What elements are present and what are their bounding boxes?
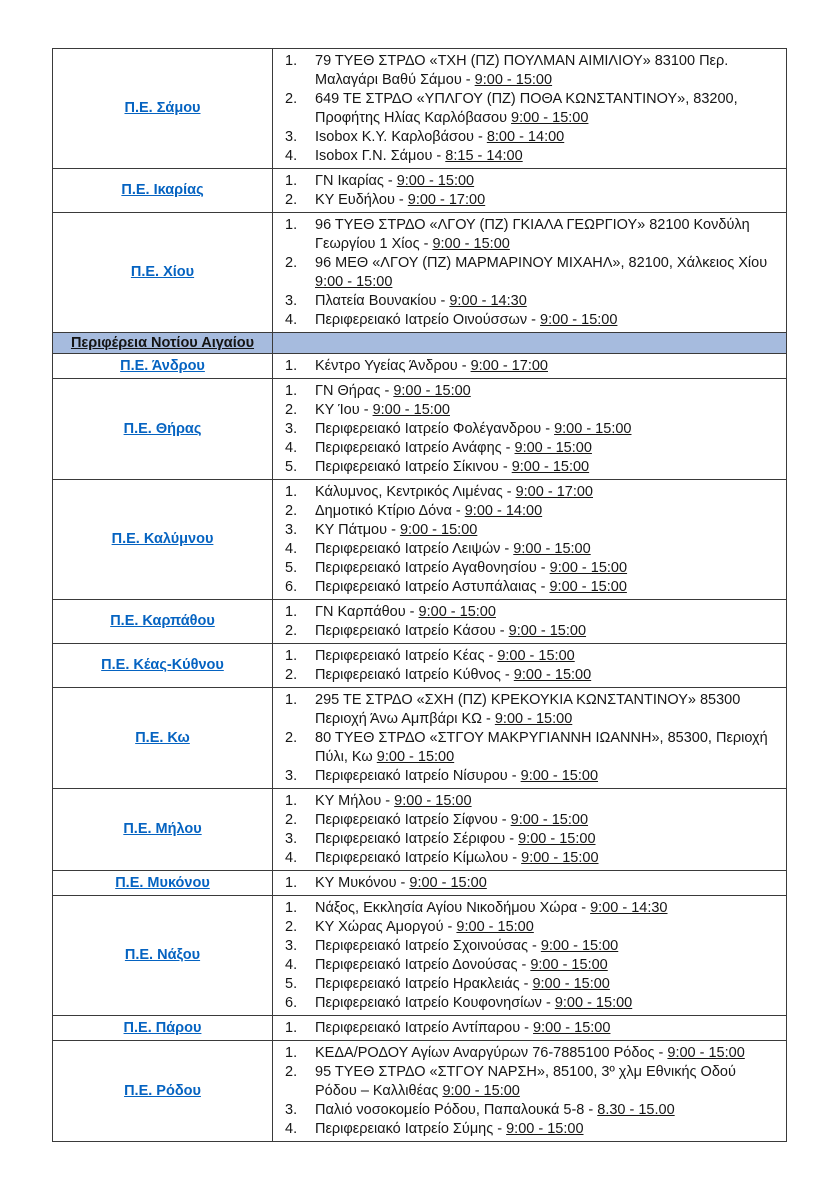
item-number: 3.	[285, 1101, 298, 1118]
item-number: 1.	[285, 603, 298, 620]
item-location: Πλατεία Βουνακίου -	[315, 292, 450, 309]
list-item	[285, 622, 778, 641]
item-number: 4.	[285, 147, 298, 164]
item-time: 9:00 - 15:00	[554, 994, 633, 1011]
item-location: Περιφερειακό Ιατρείο Ανάφης -	[315, 439, 515, 456]
item-location: ΚΥ Μυκόνου -	[315, 874, 410, 891]
item-text	[315, 874, 778, 893]
list-item	[285, 1019, 778, 1038]
list-item	[285, 767, 778, 786]
item-location: Κάλυμνος, Κεντρικός Λιμένας -	[315, 483, 516, 500]
item-text	[315, 52, 778, 90]
item-location: 80 ΤΥΕΘ ΣΤΡΔΟ «ΣΤΓΟΥ ΜΑΚΡΥΓΙΑΝΝΗ ΙΩΑΝΝΗ», 85300, Περιοχή Πύλι, Κω	[315, 729, 768, 765]
region-items-cell	[273, 213, 787, 333]
list-item	[285, 382, 778, 401]
item-number: 1.	[285, 382, 298, 399]
item-number: 2.	[285, 622, 298, 639]
item-number: 3.	[285, 767, 298, 784]
item-time: 9:00 - 15:00	[549, 578, 627, 595]
item-text	[315, 1101, 778, 1120]
item-text	[315, 1019, 778, 1038]
item-number: 4.	[285, 311, 298, 328]
item-text	[315, 559, 778, 578]
list-item	[285, 439, 778, 458]
table-row	[53, 688, 787, 789]
list-item	[285, 1101, 778, 1120]
item-time: 9:00 - 17:00	[407, 191, 486, 208]
item-time: 9:00 - 15:00	[474, 71, 553, 88]
table-row	[53, 600, 787, 644]
item-number: 5.	[285, 559, 298, 576]
item-time: 9:00 - 15:00	[494, 710, 573, 727]
item-location: Κέντρο Υγείας Άνδρου -	[315, 357, 471, 374]
item-time: 9:00 - 15:00	[399, 521, 478, 538]
item-time: 9:00 - 14:00	[464, 502, 543, 519]
table-row	[53, 169, 787, 213]
item-location: Περιφερειακό Ιατρείο Δονούσας -	[315, 956, 531, 973]
item-text	[315, 975, 778, 994]
region-link[interactable]: Π.Ε. Σάμου	[124, 100, 201, 116]
item-location: Περιφερειακό Ιατρείο Λειψών -	[315, 540, 514, 557]
item-number: 3.	[285, 830, 298, 847]
item-number: 2.	[285, 1063, 298, 1080]
item-number: 1.	[285, 874, 298, 891]
item-time: 9:00 - 15:00	[554, 420, 632, 437]
item-time: 9:00 - 15:00	[540, 937, 619, 954]
item-text	[315, 603, 778, 622]
list-item	[285, 292, 778, 311]
item-location: Περιφερειακό Ιατρείο Σχοινούσας -	[315, 937, 541, 954]
table-row	[53, 871, 787, 896]
item-location: Περιφερειακό Ιατρείο Κουφονησίων -	[315, 994, 555, 1011]
list-item	[285, 191, 778, 210]
table-row	[53, 896, 787, 1016]
item-text	[315, 292, 778, 311]
item-text	[315, 729, 778, 767]
item-time: 9:00 - 15:00	[456, 918, 534, 935]
item-text	[315, 578, 778, 597]
item-text	[315, 647, 778, 666]
item-number: 2.	[285, 502, 298, 519]
item-location: 96 ΜΕΘ «ΛΓΟΥ (ΠΖ) ΜΑΡΜΑΡΙΝΟΥ ΜΙΧΑΗΛ», 82100, Χάλκειος Χίου	[315, 254, 768, 271]
region-items-cell	[273, 600, 787, 644]
item-text	[315, 502, 778, 521]
item-number: 4.	[285, 956, 298, 973]
item-location: Νάξος, Εκκλησία Αγίου Νικοδήμου Χώρα -	[315, 899, 591, 916]
item-time: 9:00 - 15:00	[442, 1082, 520, 1099]
item-location: Isobox Κ.Υ. Καρλοβάσου -	[315, 128, 487, 145]
item-location: Παλιό νοσοκομείο Ρόδου, Παπαλουκά 5-8 -	[315, 1101, 598, 1118]
table-row	[53, 1016, 787, 1041]
region-label-cell	[53, 169, 273, 213]
item-location: Δημοτικό Κτίριο Δόνα -	[315, 502, 465, 519]
section-label-cell	[53, 333, 273, 354]
item-text	[315, 382, 778, 401]
item-location: Περιφερειακό Ιατρείο Αντίπαρου -	[315, 1019, 534, 1036]
list-item	[285, 849, 778, 868]
item-location: ΚΥ Ευδήλου -	[315, 191, 408, 208]
list-item	[285, 357, 778, 376]
item-text	[315, 401, 778, 420]
table-row	[53, 354, 787, 379]
item-location: Περιφερειακό Ιατρείο Οινούσσων -	[315, 311, 541, 328]
item-number: 6.	[285, 994, 298, 1011]
list-item	[285, 311, 778, 330]
region-label-cell	[53, 600, 273, 644]
item-location: ΚΥ Πάτμου -	[315, 521, 400, 538]
list-item	[285, 90, 778, 128]
item-time: 8.30 - 15.00	[597, 1101, 675, 1118]
region-link[interactable]: Π.Ε. Καλύμνου	[111, 531, 214, 547]
item-location: 95 ΤΥΕΘ ΣΤΡΔΟ «ΣΤΓΟΥ ΝΑΡΣΗ», 85100, 3º χλμ Εθνικής Οδού Ρόδου – Καλλιθέας	[315, 1063, 736, 1099]
region-label-cell	[53, 354, 273, 379]
list-item	[285, 172, 778, 191]
item-location: 295 ΤΕ ΣΤΡΔΟ «ΣΧΗ (ΠΖ) ΚΡΕΚΟΥΚΙΑ ΚΩΝΣΤΑΝΤΙΝΟΥ» 85300 Περιοχή Άνω Αμπβάρι ΚΩ -	[315, 691, 741, 727]
item-text	[315, 1044, 778, 1063]
item-text	[315, 1063, 778, 1101]
item-number: 1.	[285, 483, 298, 500]
region-link[interactable]: Π.Ε. Μυκόνου	[115, 874, 210, 891]
item-number: 2.	[285, 666, 298, 683]
region-label-cell	[53, 896, 273, 1016]
item-location: Περιφερειακό Ιατρείο Σίφνου -	[315, 811, 511, 828]
item-text	[315, 216, 778, 254]
list-item	[285, 216, 778, 254]
region-items-cell	[273, 871, 787, 896]
item-text	[315, 439, 778, 458]
item-text	[315, 128, 778, 147]
item-text	[315, 191, 778, 210]
item-time: 8:00 - 14:00	[486, 128, 565, 145]
item-number: 4.	[285, 540, 298, 557]
item-number: 4.	[285, 849, 298, 866]
list-item	[285, 1044, 778, 1063]
region-items-cell	[273, 644, 787, 688]
list-item	[285, 956, 778, 975]
item-location: Περιφερειακό Ιατρείο Αστυπάλαιας -	[315, 578, 550, 595]
item-text	[315, 622, 778, 641]
item-time: 9:00 - 14:30	[449, 292, 527, 309]
list-item	[285, 792, 778, 811]
item-time: 8:15 - 14:00	[445, 147, 523, 164]
item-text	[315, 849, 778, 868]
item-number: 1.	[285, 1044, 298, 1061]
list-item	[285, 1063, 778, 1101]
item-number: 1.	[285, 691, 298, 708]
item-location: Isobox Γ.Ν. Σάμου -	[315, 147, 446, 164]
region-label-cell	[53, 789, 273, 871]
list-item	[285, 994, 778, 1013]
list-item	[285, 540, 778, 559]
region-label-cell	[53, 1016, 273, 1041]
item-location: ΚΥ Μήλου -	[315, 792, 395, 809]
list-item	[285, 830, 778, 849]
item-number: 2.	[285, 918, 298, 935]
item-number: 2.	[285, 90, 298, 107]
list-item	[285, 254, 778, 292]
list-item	[285, 918, 778, 937]
list-item	[285, 729, 778, 767]
region-link[interactable]: Π.Ε. Χίου	[130, 264, 195, 280]
item-text	[315, 899, 778, 918]
item-location: ΓΝ Θήρας -	[315, 382, 394, 399]
list-item	[285, 483, 778, 502]
region-items-cell	[273, 896, 787, 1016]
item-number: 2.	[285, 401, 298, 418]
list-item	[285, 937, 778, 956]
item-text	[315, 147, 778, 166]
item-location: Περιφερειακό Ιατρείο Σίκινου -	[315, 458, 512, 475]
list-item	[285, 603, 778, 622]
list-item	[285, 666, 778, 685]
list-item	[285, 647, 778, 666]
region-label-cell	[53, 871, 273, 896]
region-label-cell	[53, 644, 273, 688]
item-text	[315, 1120, 778, 1139]
item-time: 9:00 - 15:00	[376, 748, 455, 765]
item-number: 3.	[285, 420, 298, 437]
table-row	[53, 379, 787, 480]
region-label-cell	[53, 379, 273, 480]
item-number: 6.	[285, 578, 298, 595]
item-text	[315, 994, 778, 1013]
table-body	[53, 49, 787, 1142]
item-number: 1.	[285, 216, 298, 233]
region-items-cell	[273, 169, 787, 213]
list-item	[285, 521, 778, 540]
region-items-cell	[273, 1041, 787, 1142]
item-time: 9:00 - 15:00	[510, 811, 589, 828]
item-number: 3.	[285, 521, 298, 538]
section-header-row	[53, 333, 787, 354]
list-item	[285, 811, 778, 830]
item-text	[315, 458, 778, 477]
table-row	[53, 213, 787, 333]
item-number: 5.	[285, 975, 298, 992]
item-time: 9:00 - 15:00	[506, 1120, 584, 1137]
item-number: 4.	[285, 1120, 298, 1137]
item-text	[315, 666, 778, 685]
item-location: Περιφερειακό Ιατρείο Κάσου -	[315, 622, 509, 639]
item-number: 2.	[285, 811, 298, 828]
item-time: 9:00 - 15:00	[530, 956, 608, 973]
region-label-cell	[53, 213, 273, 333]
region-items-cell	[273, 480, 787, 600]
item-location: Περιφερειακό Ιατρείο Φολέγανδρου -	[315, 420, 555, 437]
region-link[interactable]: Π.Ε. Καρπάθου	[110, 613, 215, 629]
region-link[interactable]: Π.Ε. Θήρας	[123, 420, 202, 437]
list-item	[285, 128, 778, 147]
table-row	[53, 789, 787, 871]
region-label-cell	[53, 688, 273, 789]
item-number: 2.	[285, 729, 298, 746]
item-time: 9:00 - 15:00	[315, 273, 393, 290]
item-time: 9:00 - 15:00	[394, 792, 472, 809]
table-row	[53, 1041, 787, 1142]
item-text	[315, 811, 778, 830]
item-location: Περιφερειακό Ιατρείο Σέριφου -	[315, 830, 519, 847]
item-number: 1.	[285, 647, 298, 664]
item-text	[315, 918, 778, 937]
list-item	[285, 420, 778, 439]
region-label-cell	[53, 49, 273, 169]
item-text	[315, 792, 778, 811]
item-number: 1.	[285, 52, 298, 69]
item-text	[315, 357, 778, 376]
item-location: ΚΕΔΑ/ΡΟΔΟΥ Αγίων Αναργύρων 76-7885100 Ρόδος -	[315, 1044, 668, 1061]
item-text	[315, 830, 778, 849]
item-time: 9:00 - 15:00	[497, 647, 575, 664]
item-time: 9:00 - 15:00	[508, 622, 587, 639]
item-number: 3.	[285, 292, 298, 309]
item-location: Περιφερειακό Ιατρείο Κίμωλου -	[315, 849, 522, 866]
item-time: 9:00 - 15:00	[521, 849, 599, 866]
item-number: 1.	[285, 357, 298, 374]
region-items-cell	[273, 379, 787, 480]
item-number: 2.	[285, 191, 298, 208]
table-row	[53, 644, 787, 688]
list-item	[285, 975, 778, 994]
item-location: Περιφερειακό Ιατρείο Ηρακλειάς -	[315, 975, 533, 992]
item-location: 79 ΤΥΕΘ ΣΤΡΔΟ «ΤΧΗ (ΠΖ) ΠΟΥΛΜΑΝ ΑΙΜΙΛΙΟΥ» 83100 Περ. Μαλαγάρι Βαθύ Σάμου -	[315, 52, 729, 88]
duty-stations-table	[52, 48, 787, 1142]
item-text	[315, 254, 778, 292]
item-time: 9:00 - 15:00	[393, 382, 471, 399]
item-location: ΓΝ Ικαρίας -	[315, 172, 397, 189]
item-location: Περιφερειακό Ιατρείο Νίσυρου -	[315, 767, 521, 784]
item-text	[315, 311, 778, 330]
item-text	[315, 956, 778, 975]
item-number: 4.	[285, 439, 298, 456]
item-time: 9:00 - 14:30	[590, 899, 668, 916]
item-time: 9:00 - 15:00	[532, 975, 610, 992]
region-link[interactable]: Π.Ε. Κέας-Κύθνου	[101, 657, 224, 673]
item-location: ΚΥ Ίου -	[315, 401, 373, 418]
item-time: 9:00 - 15:00	[513, 666, 592, 683]
item-time: 9:00 - 15:00	[513, 540, 591, 557]
item-number: 5.	[285, 458, 298, 475]
region-items-cell	[273, 1016, 787, 1041]
item-location: Περιφερειακό Ιατρείο Κύθνος -	[315, 666, 514, 683]
list-item	[285, 458, 778, 477]
item-time: 9:00 - 15:00	[667, 1044, 745, 1061]
item-number: 1.	[285, 899, 298, 916]
list-item	[285, 147, 778, 166]
item-time: 9:00 - 15:00	[540, 311, 618, 328]
item-time: 9:00 - 15:00	[514, 439, 592, 456]
item-number: 1.	[285, 1019, 298, 1036]
table-row	[53, 480, 787, 600]
list-item	[285, 502, 778, 521]
item-text	[315, 767, 778, 786]
item-time: 9:00 - 15:00	[372, 401, 450, 418]
region-items-cell	[273, 49, 787, 169]
list-item	[285, 559, 778, 578]
region-link[interactable]: Π.Ε. Κω	[135, 729, 190, 746]
list-item	[285, 578, 778, 597]
region-link[interactable]: Π.Ε. Ικαρίας	[121, 182, 204, 198]
region-link[interactable]: Π.Ε. Νάξου	[124, 947, 201, 963]
item-number: 3.	[285, 937, 298, 954]
item-location: ΚΥ Χώρας Αμοργού -	[315, 918, 457, 935]
item-time: 9:00 - 15:00	[511, 109, 589, 126]
item-text	[315, 521, 778, 540]
region-link[interactable]: Π.Ε. Μήλου	[123, 821, 202, 837]
section-title: Περιφέρεια Νοτίου Αιγαίου	[70, 335, 255, 351]
list-item	[285, 1120, 778, 1139]
table-row	[53, 49, 787, 169]
list-item	[285, 874, 778, 893]
item-location: Περιφερειακό Ιατρείο Αγαθονησίου -	[315, 559, 550, 576]
item-text	[315, 540, 778, 559]
list-item	[285, 52, 778, 90]
item-time: 9:00 - 15:00	[511, 458, 590, 475]
item-location: Περιφερειακό Ιατρείο Σύμης -	[315, 1120, 507, 1137]
item-location: 96 ΤΥΕΘ ΣΤΡΔΟ «ΛΓΟΥ (ΠΖ) ΓΚΙΑΛΑ ΓΕΩΡΓΙΟΥ» 82100 Κονδύλη Γεωργίου 1 Χίος -	[315, 216, 750, 252]
item-time: 9:00 - 15:00	[396, 172, 475, 189]
item-number: 3.	[285, 128, 298, 145]
item-time: 9:00 - 15:00	[533, 1019, 611, 1036]
item-time: 9:00 - 17:00	[515, 483, 593, 500]
region-items-cell	[273, 354, 787, 379]
item-time: 9:00 - 15:00	[520, 767, 599, 784]
item-location: ΓΝ Καρπάθου -	[315, 603, 419, 620]
item-number: 1.	[285, 172, 298, 189]
region-link[interactable]: Π.Ε. Άνδρου	[120, 357, 205, 374]
item-text	[315, 483, 778, 502]
region-link[interactable]: Π.Ε. Ρόδου	[124, 1082, 201, 1099]
region-label-cell	[53, 1041, 273, 1142]
item-text	[315, 691, 778, 729]
item-text	[315, 172, 778, 191]
region-link[interactable]: Π.Ε. Πάρου	[123, 1019, 202, 1036]
item-location: Περιφερειακό Ιατρείο Κέας -	[315, 647, 498, 664]
item-text	[315, 90, 778, 128]
item-time: 9:00 - 17:00	[470, 357, 548, 374]
region-label-cell	[53, 480, 273, 600]
section-empty-cell	[273, 333, 787, 354]
item-number: 1.	[285, 792, 298, 809]
list-item	[285, 691, 778, 729]
item-time: 9:00 - 15:00	[409, 874, 487, 891]
item-time: 9:00 - 15:00	[518, 830, 596, 847]
item-number: 2.	[285, 254, 298, 271]
region-items-cell	[273, 688, 787, 789]
item-text	[315, 937, 778, 956]
region-items-cell	[273, 789, 787, 871]
item-text	[315, 420, 778, 439]
item-location: 649 ΤΕ ΣΤΡΔΟ «ΥΠΛΓΟΥ (ΠΖ) ΠΟΘΑ ΚΩΝΣΤΑΝΤΙΝΟΥ», 83200, Προφήτης Ηλίας Καρλόβασου	[315, 90, 738, 126]
list-item	[285, 899, 778, 918]
list-item	[285, 401, 778, 420]
item-time: 9:00 - 15:00	[432, 235, 510, 252]
item-time: 9:00 - 15:00	[549, 559, 628, 576]
item-time: 9:00 - 15:00	[418, 603, 496, 620]
